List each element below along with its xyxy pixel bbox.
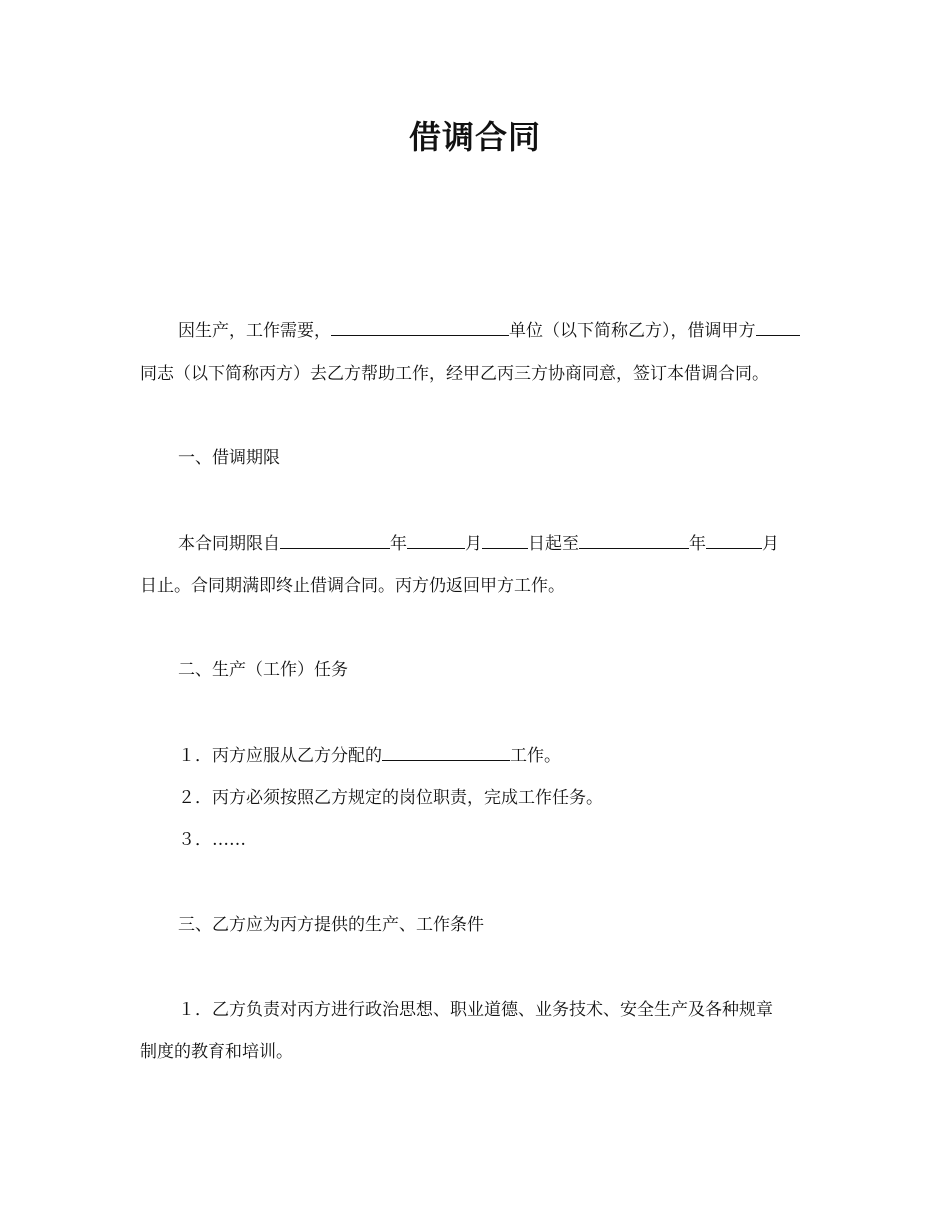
period-text-year-2: 年 bbox=[689, 534, 706, 554]
assigned-work-blank[interactable] bbox=[382, 743, 510, 761]
start-day-blank[interactable] bbox=[482, 531, 528, 549]
intro-line-1 bbox=[178, 318, 812, 343]
period-line-1 bbox=[178, 531, 812, 556]
conditions-item-1-line-2: 制度的教育和培训。 bbox=[140, 1042, 293, 1062]
intro-text-1: 因生产，工作需要， bbox=[178, 321, 331, 341]
employee-name-blank[interactable] bbox=[756, 318, 800, 336]
end-month-blank[interactable] bbox=[706, 531, 762, 549]
start-year-blank[interactable] bbox=[280, 531, 390, 549]
intro-text-2: 单位（以下简称乙方），借调甲方 bbox=[509, 321, 756, 341]
document-title: 借调合同 bbox=[408, 118, 541, 156]
task-item-1-suffix: 工作。 bbox=[510, 746, 561, 766]
period-text-year-1: 年 bbox=[390, 534, 407, 554]
intro-line-2: 同志（以下简称丙方）去乙方帮助工作，经甲乙丙三方协商同意，签订本借调合同。 bbox=[140, 364, 769, 384]
period-text-from: 本合同期限自 bbox=[178, 534, 280, 554]
conditions-item-1-line-1: １．乙方负责对丙方进行政治思想、职业道德、业务技术、安全生产及各种规章 bbox=[178, 1000, 773, 1020]
unit-name-blank[interactable] bbox=[331, 318, 509, 336]
task-item-3: ３．…… bbox=[178, 830, 246, 850]
period-text-month-2: 月 bbox=[762, 534, 779, 554]
section-3-heading: 三、乙方应为丙方提供的生产、工作条件 bbox=[178, 915, 484, 935]
start-month-blank[interactable] bbox=[407, 531, 465, 549]
task-item-1-text: １．丙方应服从乙方分配的 bbox=[178, 746, 382, 766]
end-year-blank[interactable] bbox=[579, 531, 689, 549]
section-2-heading: 二、生产（工作）任务 bbox=[178, 660, 348, 680]
task-item-1 bbox=[178, 743, 850, 768]
period-text-month-1: 月 bbox=[465, 534, 482, 554]
task-item-2: ２．丙方必须按照乙方规定的岗位职责，完成工作任务。 bbox=[178, 788, 603, 808]
period-line-2: 日止。合同期满即终止借调合同。丙方仍返回甲方工作。 bbox=[140, 576, 565, 596]
period-text-to: 日起至 bbox=[528, 534, 579, 554]
section-1-heading: 一、借调期限 bbox=[178, 448, 280, 468]
